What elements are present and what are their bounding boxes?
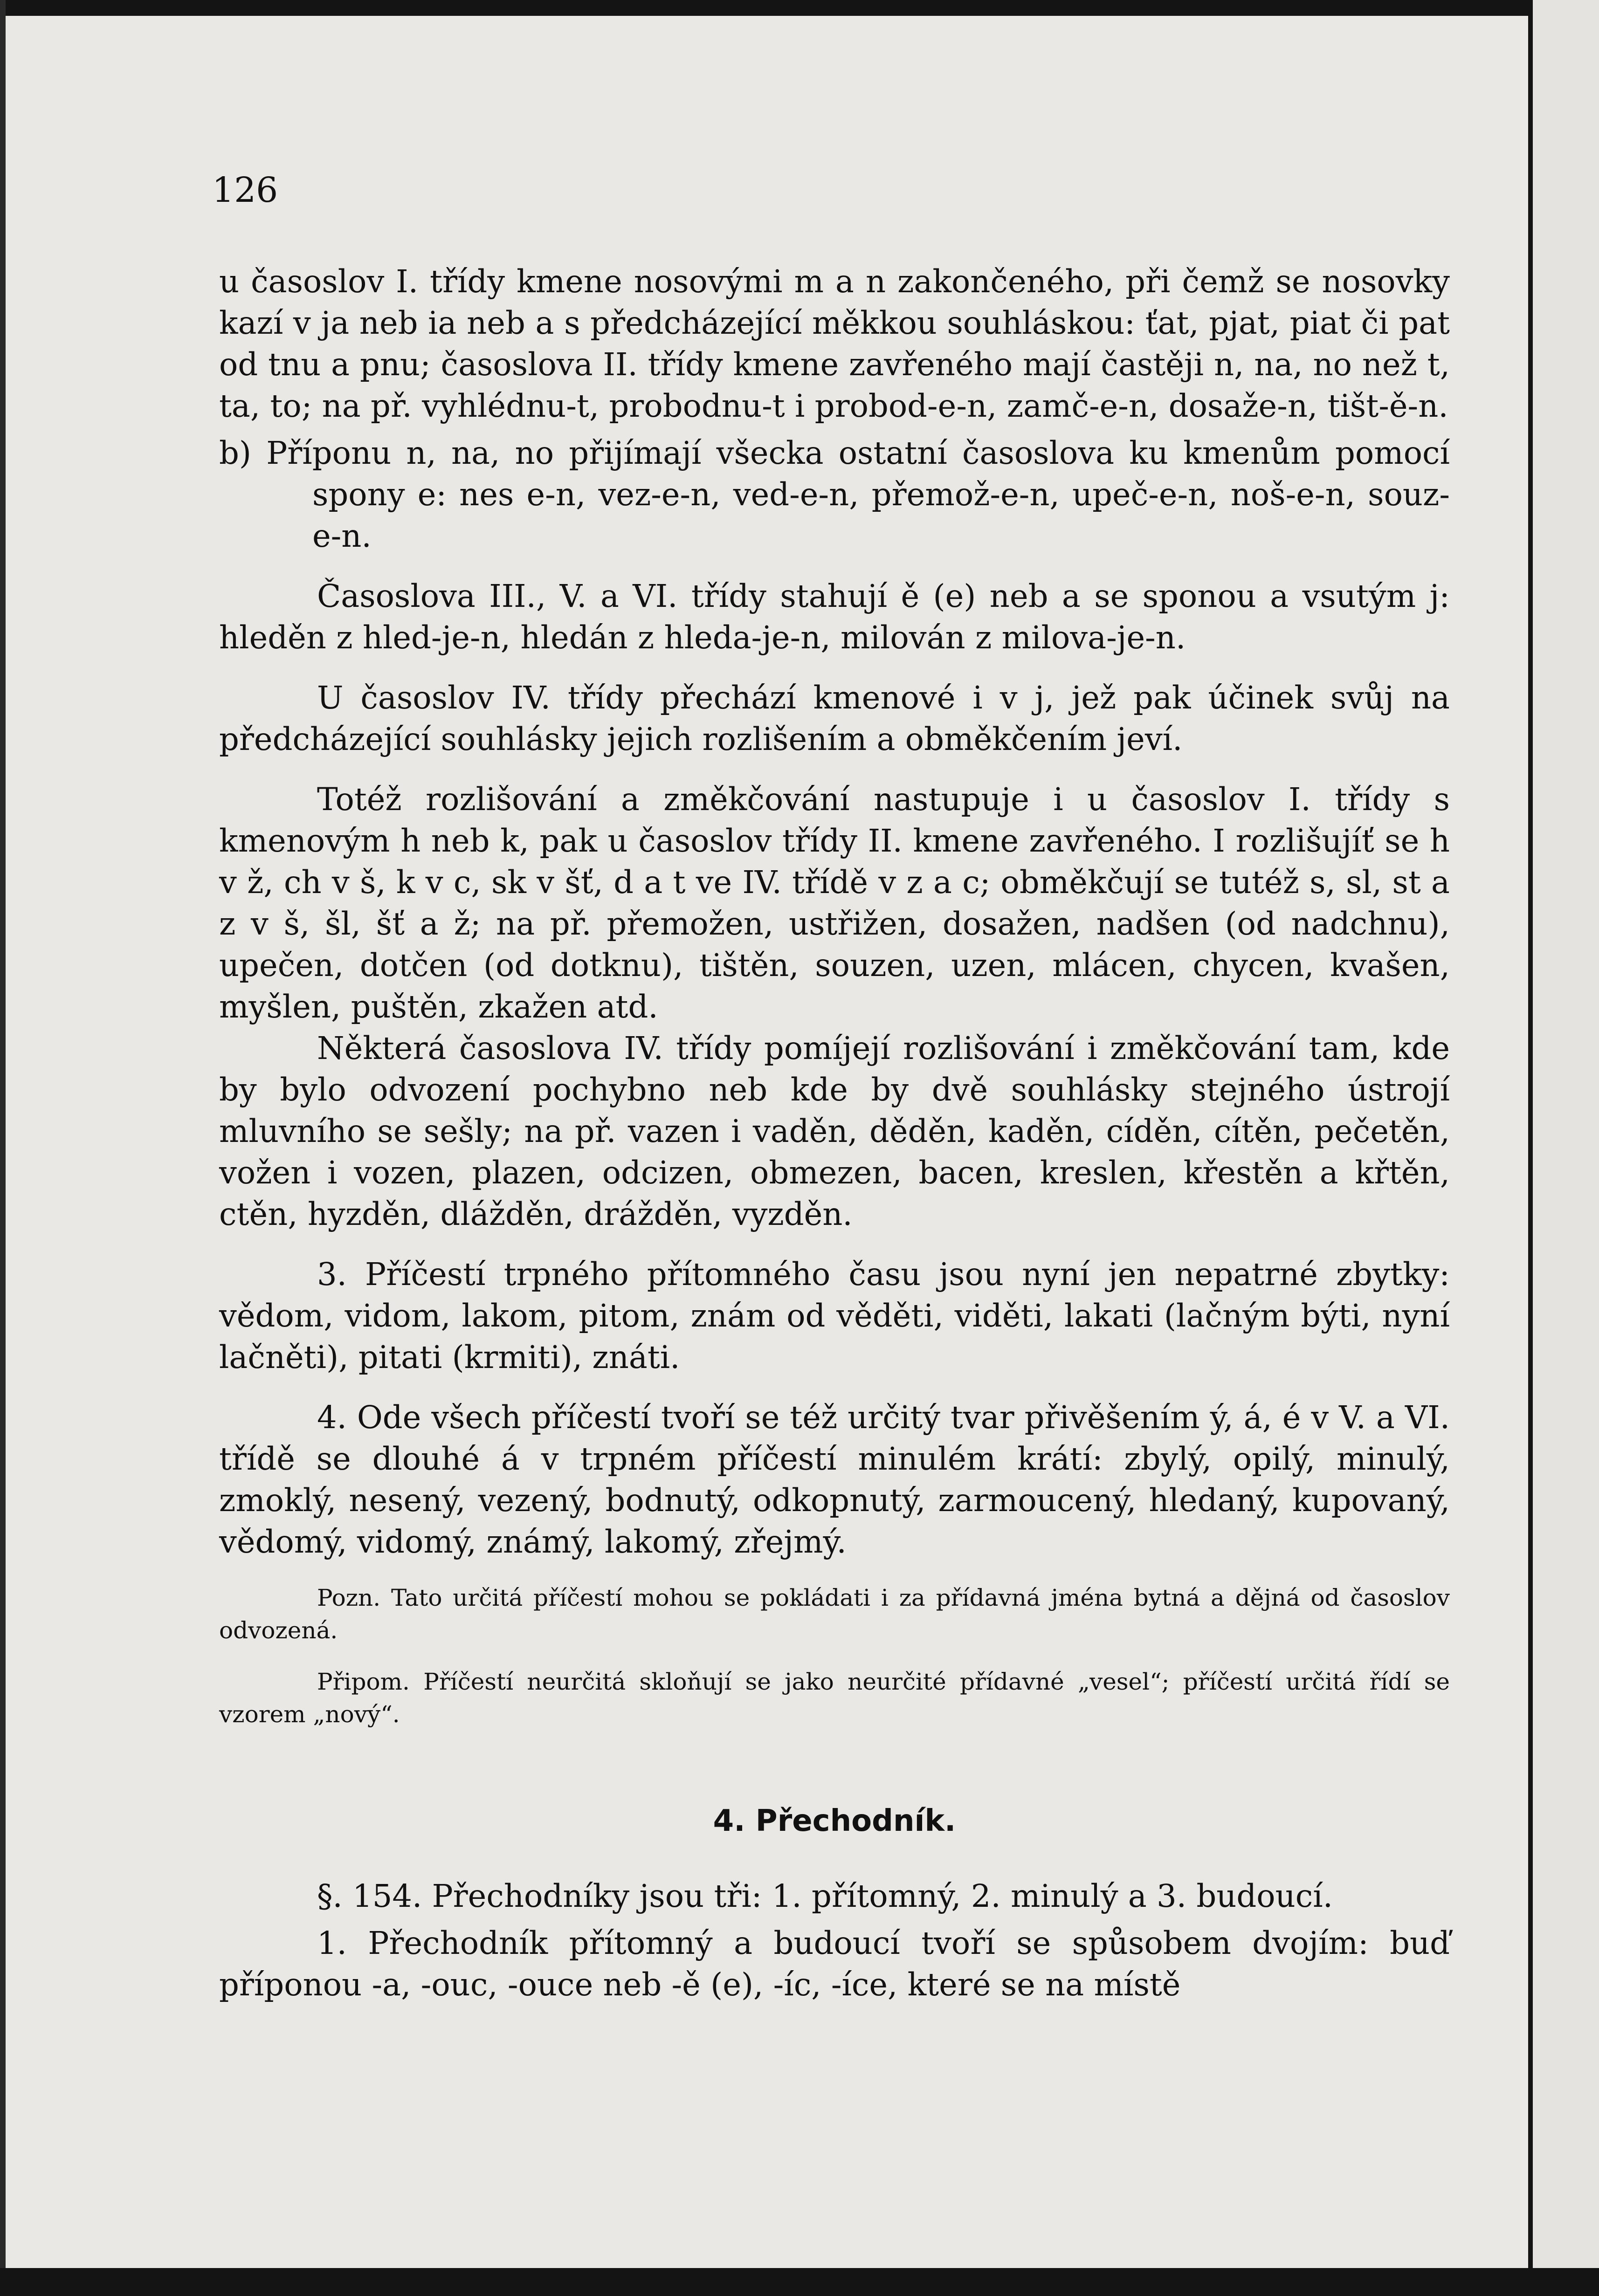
- scan-border-right: [1528, 0, 1599, 2296]
- paragraph-class-iv: U časoslov IV. třídy přechází kmenové i v j, jež pak účinek svůj na předcházející souhlásky jejich rozlišením a obměkčením jeví.: [219, 680, 1450, 757]
- section-heading: 4. Přechodník.: [713, 1804, 956, 1838]
- note-pozn: Pozn. Tato určitá příčestí mohou se pokládati i za přídavná jména bytná a dějná od časoslov odvozená.: [219, 1584, 1450, 1644]
- paragraph-softening: Totéž rozlišování a změkčování nastupuje i u časoslov I. třídy s kmenovým h neb k, pak u časoslov třídy II. kmene zavřeného. I rozlišujíť se h v ž, ch v š, k v c, sk v šť, d a t ve IV. třídě v z a c; obměkčují se tutéž s, sl, st a z v š, šl, šť a ž; na př. přemožen, ustřižen, dosažen, nadšen (od nadchnu), upečen, dotčen (od dotknu), tištěn, souzen, uzen, mlácen, chycen, kvašen, myšlen, puštěn, zkažen atd.: [219, 781, 1450, 1025]
- paragraph-conjugation-classes: Časoslova III., V. a VI. třídy stahují ě (e) neb a se sponou a vsutým j: hleděn z hled-je-n, hledán z hleda-je-n, milován z milova-je-n.: [219, 578, 1450, 656]
- paragraph-definite-form: 4. Ode všech příčestí tvoří se též určitý tvar přivěšením ý, á, é v V. a VI. třídě se dlouhé á v trpném příčestí minulém krátí: zbylý, opilý, minulý, zmoklý, nesený, vezený, bodnutý, odkopnutý, zarmoucený, hledaný, kupovaný, vědomý, vidomý, známý, lakomý, zřejmý.: [219, 1399, 1450, 1560]
- note-pripom: Připom. Příčestí neurčitá skloňují se jako neurčité přídavné „vesel“; příčestí určitá řídí se vzorem „nový“.: [219, 1668, 1450, 1728]
- paragraph-exceptions: Některá časoslova IV. třídy pomíjejí rozlišování i změkčování tam, kde by bylo odvození pochybno neb kde by dvě souhlásky stejného ústrojí mluvního se sešly; na př. vazen i vaděn, děděn, kaděn, cíděn, cítěn, pečetěn, vožen i vozen, plazen, odcizen, obmezen, bacen, kreslen, křestěn a křtěn, ctěn, hyzděn, dlážděn, drážděn, vyzděn.: [219, 1030, 1450, 1232]
- paragraph-continuation: u časoslov I. třídy kmene nosovými m a n zakončeného, při čemž se nosovky kazí v ja neb ia neb a s předcházející měkkou souhláskou: ťat, pjat, piat či pat od tnu a pnu; časoslova II. třídy kmene zavřeného mají častěji n, na, no než t, ta, to; na př. vyhlédnu-t, probodnu-t i probod-e-n, zamč-e-n, dosaže-n, tišt-ě-n.: [219, 263, 1450, 424]
- paragraph-present-transgressive: 1. Přechodník přítomný a budoucí tvoří se spůsobem dvojím: buď příponou -a, -ouc, -ouce neb -ě (e), -íc, -íce, které se na místě: [219, 1925, 1450, 2003]
- scan-border-bottom: [0, 2268, 1599, 2296]
- paragraph-b: b) Příponu n, na, no přijímají všecka ostatní časoslova ku kmenům pomocí spony e: nes e-n, vez-e-n, ved-e-n, přemož-e-n, upeč-e-n, noš-e-n, souz-e-n.: [219, 435, 1450, 554]
- paragraph-present-passive: 3. Příčestí trpného přítomného času jsou nyní jen nepatrné zbytky: vědom, vidom, lakom, pitom, znám od věděti, viděti, lakati (lačným býti, nyní lačněti), pitati (krmiti), znáti.: [219, 1256, 1450, 1375]
- paragraph-transgressives: §. 154. Přechodníky jsou tři: 1. přítomný, 2. minulý a 3. budoucí.: [317, 1878, 1333, 1914]
- page-number: 126: [212, 170, 278, 210]
- scan-border-top: [0, 0, 1599, 16]
- scan-border-left: [0, 0, 6, 2296]
- body-text: [219, 261, 1450, 2006]
